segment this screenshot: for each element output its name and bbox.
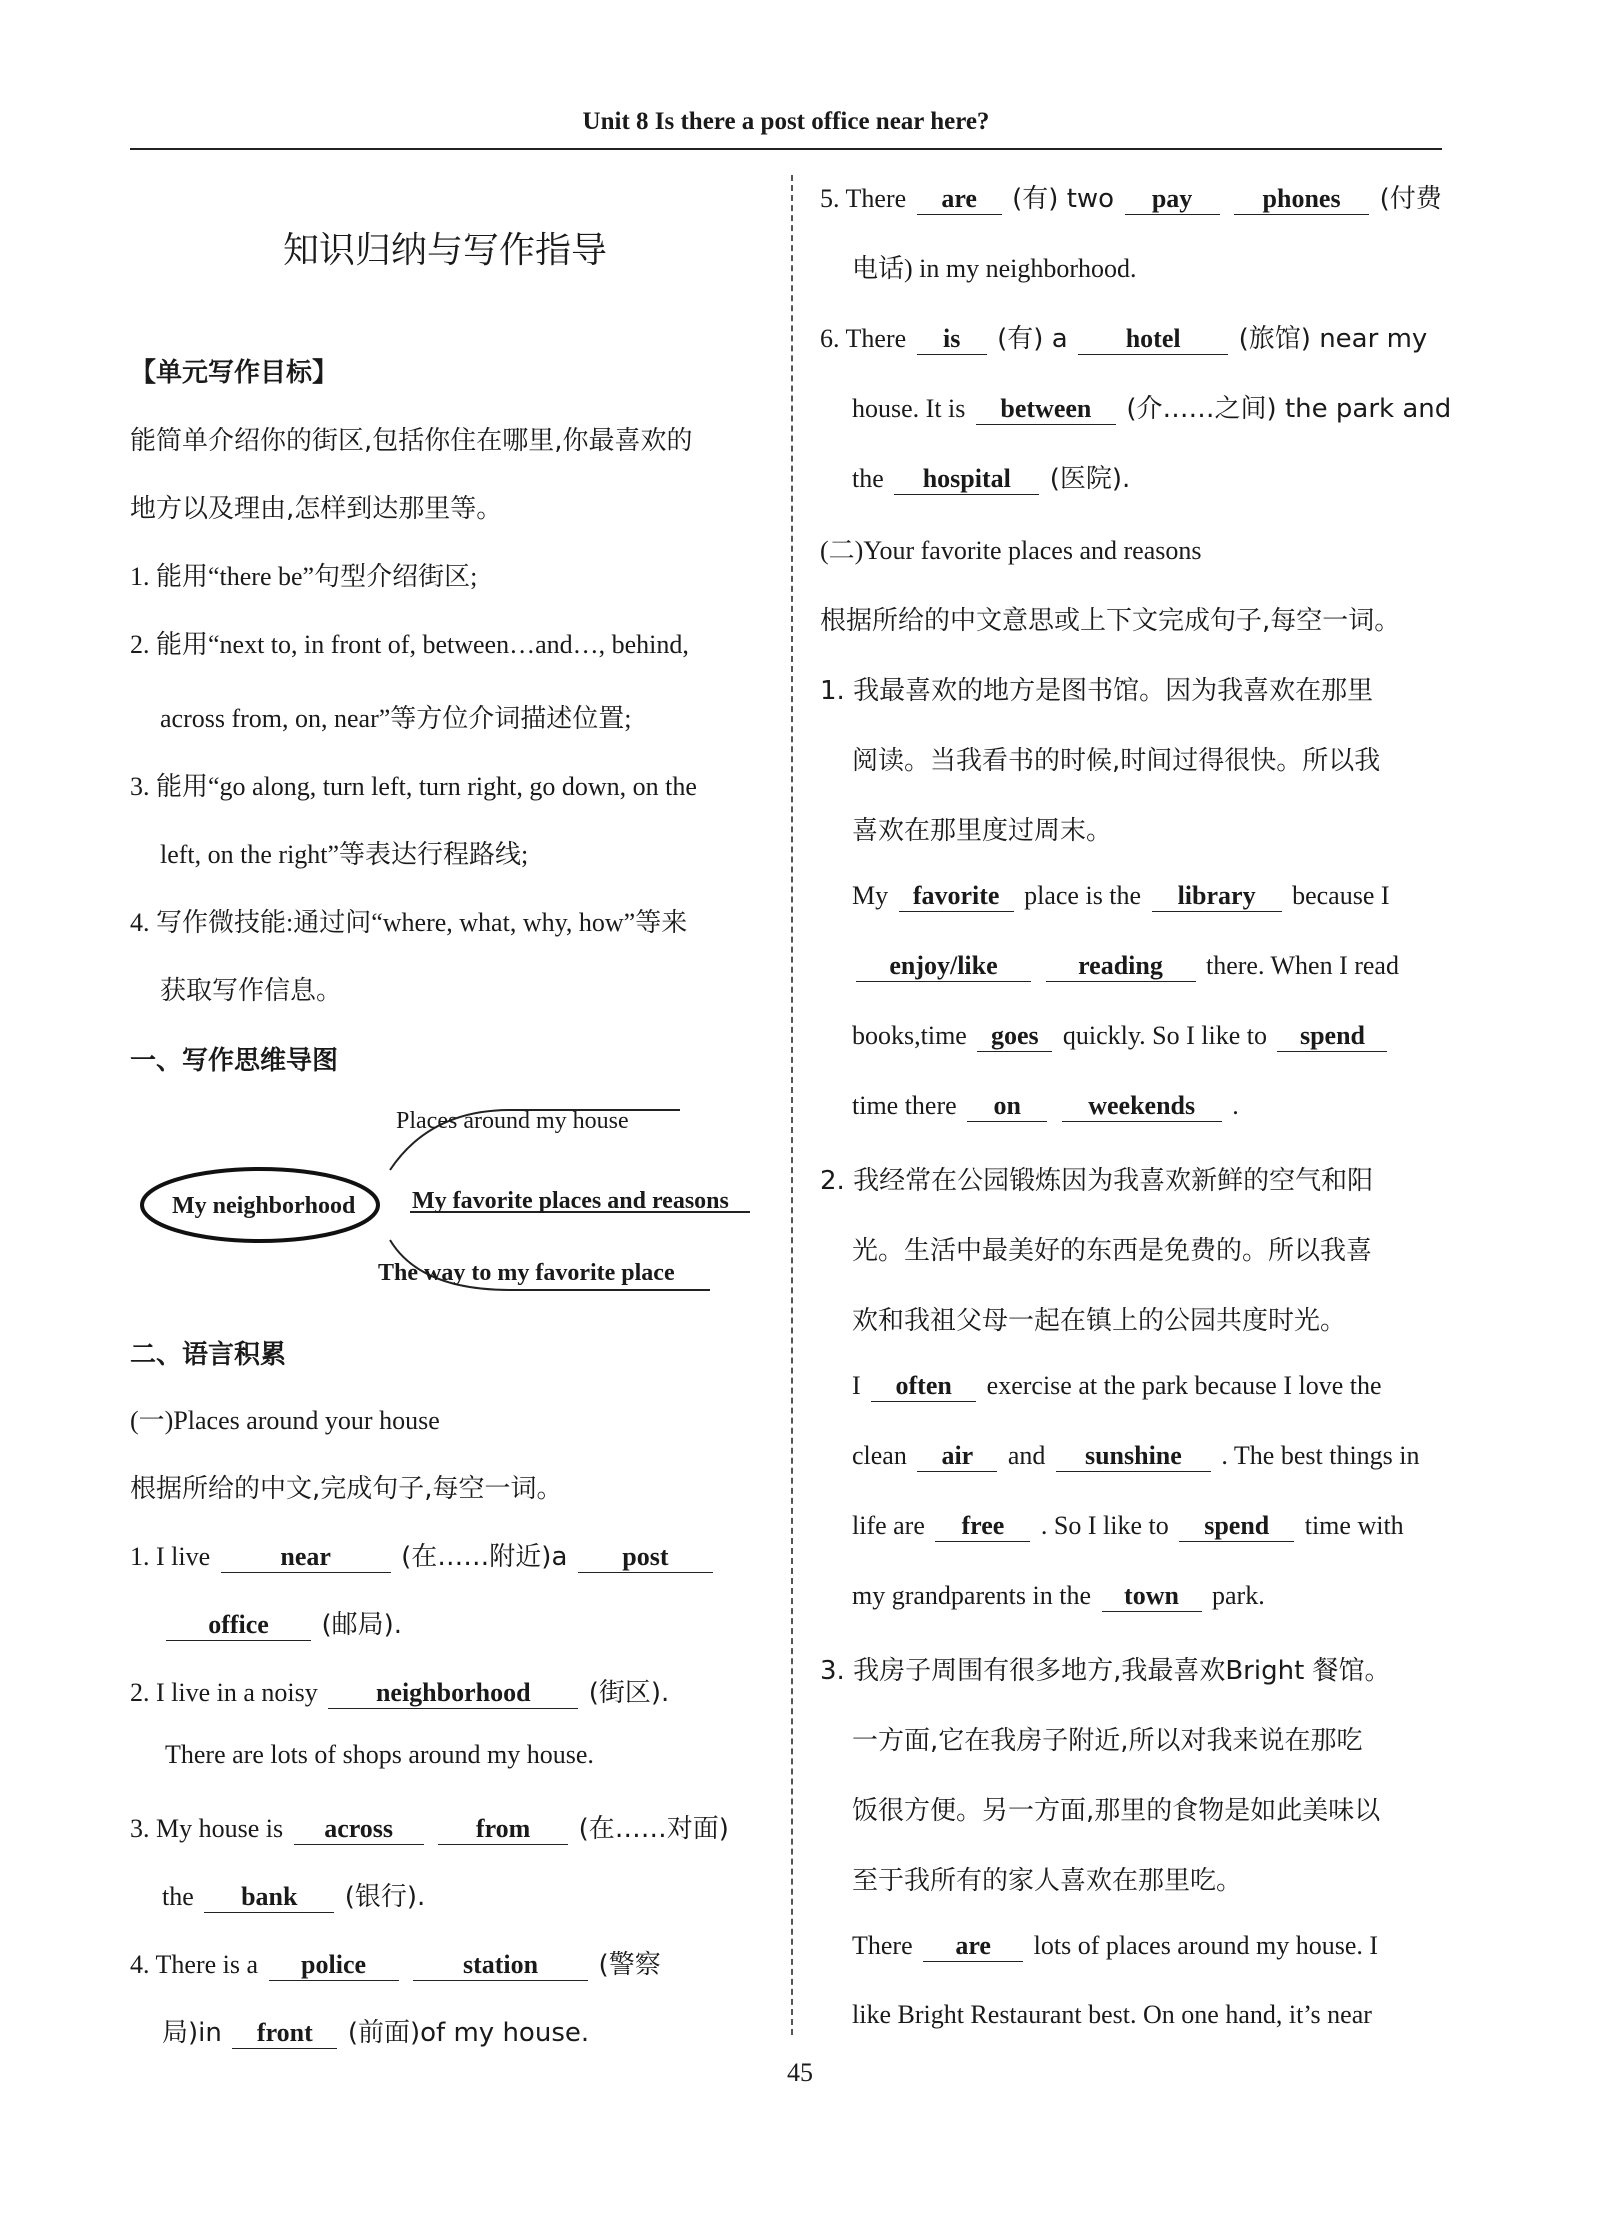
p2-answer-f: town bbox=[1102, 1580, 1202, 1612]
p2-line-3 bbox=[852, 1510, 1404, 1542]
q6-answer-a: is bbox=[917, 323, 987, 355]
q4-answer-c: front bbox=[232, 2017, 337, 2049]
q5-post: (付费 bbox=[1379, 184, 1442, 214]
question-2-line-1 bbox=[130, 1672, 669, 1709]
page-number: 45 bbox=[787, 2058, 813, 2087]
part1-heading: (一)Places around your house bbox=[130, 1406, 440, 1435]
q1-pre: 1. I live bbox=[130, 1542, 211, 1571]
mindmap-center: My neighborhood bbox=[172, 1193, 356, 1219]
p1-answer-f: spend bbox=[1277, 1020, 1387, 1052]
q2-post: (街区). bbox=[588, 1678, 670, 1708]
part2-heading: (二)Your favorite places and reasons bbox=[820, 536, 1202, 565]
p3-chinese-2: 一方面,它在我房子附近,所以对我来说在那吃 bbox=[852, 1726, 1363, 1756]
objective-3b: left, on the right”等表达行程路线; bbox=[160, 840, 529, 869]
p1-chinese-2: 阅读。当我看书的时候,时间过得很快。所以我 bbox=[852, 746, 1381, 776]
p2-line-2 bbox=[852, 1440, 1420, 1472]
p1-t2: because I bbox=[1292, 881, 1390, 910]
p1-chinese-3: 喜欢在那里度过周末。 bbox=[852, 816, 1113, 846]
q6-l2-post: (介……之间) the park and bbox=[1126, 394, 1452, 424]
q4-answer-b: station bbox=[413, 1949, 588, 1981]
q3-post: (在……对面) bbox=[578, 1814, 729, 1844]
q1-post: (邮局). bbox=[321, 1610, 403, 1640]
p1-answer-c: enjoy/like bbox=[856, 950, 1031, 982]
q3-pre: 3. My house is bbox=[130, 1814, 284, 1843]
p2-chinese-3: 欢和我祖父母一起在镇上的公园共度时光。 bbox=[852, 1306, 1347, 1336]
q6-l3-post: (医院). bbox=[1049, 464, 1131, 494]
q4-answer-a: police bbox=[269, 1949, 399, 1981]
question-3-line-2 bbox=[162, 1876, 425, 1913]
p2-t9: park. bbox=[1212, 1581, 1265, 1610]
p3-answer-a: are bbox=[923, 1930, 1023, 1962]
p2-chinese-2: 光。生活中最美好的东西是免费的。所以我喜 bbox=[852, 1236, 1373, 1266]
p3-line-2: like Bright Restaurant best. On one hand, it’s near bbox=[852, 2000, 1372, 2029]
mindmap-branch-3: The way to my favorite place bbox=[378, 1260, 675, 1286]
p2-chinese-1: 2. 我经常在公园锻炼因为我喜欢新鲜的空气和阳 bbox=[820, 1166, 1374, 1196]
p2-answer-c: sunshine bbox=[1056, 1440, 1211, 1472]
q4-pre: 4. There is a bbox=[130, 1950, 259, 1979]
language-heading: 二、语言积累 bbox=[130, 1340, 287, 1370]
q1-answer-c: office bbox=[166, 1609, 311, 1641]
p1-answer-e: goes bbox=[977, 1020, 1052, 1052]
q3-answer-a: across bbox=[294, 1813, 424, 1845]
objective-2b: across from, on, near”等方位介词描述位置; bbox=[160, 704, 632, 733]
p1-answer-h: weekends bbox=[1062, 1090, 1222, 1122]
q4-post2: (前面)of my house. bbox=[347, 2018, 590, 2048]
part1-instruction: 根据所给的中文,完成句子,每空一词。 bbox=[130, 1474, 563, 1504]
q6-answer-c: between bbox=[976, 393, 1116, 425]
p2-answer-a: often bbox=[871, 1370, 976, 1402]
p2-t5: life are bbox=[852, 1511, 925, 1540]
p2-i: I bbox=[852, 1371, 861, 1400]
p3-t2: lots of places around my house. I bbox=[1033, 1931, 1379, 1960]
q6-l2-pre: house. It is bbox=[852, 394, 966, 423]
p1-t1: place is the bbox=[1024, 881, 1142, 910]
p1-chinese-1: 1. 我最喜欢的地方是图书馆。因为我喜欢在那里 bbox=[820, 676, 1374, 706]
page-header: Unit 8 Is there a post office near here? bbox=[582, 108, 990, 135]
p3-chinese-3: 饭很方便。另一方面,那里的食物是如此美味以 bbox=[852, 1796, 1381, 1826]
question-5-line-1 bbox=[820, 178, 1442, 215]
q5-mid: (有) two bbox=[1012, 184, 1115, 214]
p1-answer-a: favorite bbox=[899, 880, 1014, 912]
p2-t6: . So I like to bbox=[1040, 1511, 1169, 1540]
question-3-line-1 bbox=[130, 1808, 729, 1845]
p2-answer-d: free bbox=[935, 1510, 1030, 1542]
column-divider bbox=[791, 175, 793, 2035]
question-1-line-1 bbox=[130, 1536, 717, 1573]
p2-t1: exercise at the park because I love the bbox=[986, 1371, 1382, 1400]
question-5-line-2: 电话) in my neighborhood. bbox=[852, 254, 1137, 283]
question-6-line-2 bbox=[852, 388, 1451, 425]
p2-line-1 bbox=[852, 1370, 1382, 1402]
p3-chinese-4: 至于我所有的家人喜欢在那里吃。 bbox=[852, 1866, 1243, 1896]
p1-t6: time there bbox=[852, 1091, 957, 1120]
p2-answer-b: air bbox=[917, 1440, 997, 1472]
q1-answer-b: post bbox=[578, 1541, 713, 1573]
p3-line-1 bbox=[852, 1930, 1378, 1962]
question-6-line-1 bbox=[820, 318, 1427, 355]
p1-answer-d: reading bbox=[1046, 950, 1196, 982]
mindmap-heading: 一、写作思维导图 bbox=[130, 1046, 339, 1076]
q2-pre: 2. I live in a noisy bbox=[130, 1678, 318, 1707]
goal-line-1: 能简单介绍你的街区,包括你住在哪里,你最喜欢的 bbox=[130, 426, 693, 456]
q5-answer-c: phones bbox=[1234, 183, 1369, 215]
p1-line-4 bbox=[852, 1090, 1239, 1122]
p2-t8: my grandparents in the bbox=[852, 1581, 1091, 1610]
section-title: 知识归纳与写作指导 bbox=[282, 230, 607, 271]
q6-answer-d: hospital bbox=[894, 463, 1039, 495]
p3-chinese-1: 3. 我房子周围有很多地方,我最喜欢Bright 餐馆。 bbox=[820, 1656, 1391, 1686]
p1-t4: books,time bbox=[852, 1021, 967, 1050]
question-4-line-1 bbox=[130, 1944, 661, 1981]
q3-the: the bbox=[162, 1882, 194, 1911]
p2-t4: . The best things in bbox=[1221, 1441, 1420, 1470]
q5-pre: 5. There bbox=[820, 184, 907, 213]
q4-post: (警察 bbox=[598, 1950, 661, 1980]
objective-1: 1. 能用“there be”句型介绍街区; bbox=[130, 562, 478, 591]
q1-mid: (在……附近)a bbox=[401, 1542, 568, 1572]
objective-2a: 2. 能用“next to, in front of, between…and…, behind, bbox=[130, 630, 689, 659]
p2-answer-e: spend bbox=[1179, 1510, 1294, 1542]
part2-instruction: 根据所给的中文意思或上下文完成句子,每空一词。 bbox=[820, 606, 1401, 636]
question-6-line-3 bbox=[852, 458, 1130, 495]
q5-answer-b: pay bbox=[1125, 183, 1220, 215]
q3-answer-b: from bbox=[438, 1813, 568, 1845]
p1-line-3 bbox=[852, 1020, 1391, 1052]
p1-my: My bbox=[852, 881, 889, 910]
q1-answer-a: near bbox=[221, 1541, 391, 1573]
p3-t1: There bbox=[852, 1931, 913, 1960]
question-1-line-2 bbox=[162, 1604, 402, 1641]
goal-line-2: 地方以及理由,怎样到达那里等。 bbox=[130, 494, 503, 524]
p2-line-4 bbox=[852, 1580, 1265, 1612]
goal-heading: 【单元写作目标】 bbox=[130, 358, 339, 388]
mindmap-branch-1: Places around my house bbox=[396, 1108, 629, 1134]
q6-post: (旅馆) near my bbox=[1238, 324, 1428, 354]
question-2-line-2: There are lots of shops around my house. bbox=[165, 1740, 594, 1769]
q3-post2: (银行). bbox=[344, 1882, 426, 1912]
p1-t5: quickly. So I like to bbox=[1062, 1021, 1267, 1050]
q6-pre: 6. There bbox=[820, 324, 907, 353]
objective-3a: 3. 能用“go along, turn left, turn right, go down, on the bbox=[130, 772, 697, 801]
header-rule bbox=[130, 148, 1442, 150]
p1-answer-g: on bbox=[967, 1090, 1047, 1122]
q4-pre2: 局)in bbox=[162, 2018, 222, 2048]
p2-t3: and bbox=[1007, 1441, 1046, 1470]
q6-l3-pre: the bbox=[852, 464, 884, 493]
q2-answer-a: neighborhood bbox=[328, 1677, 578, 1709]
objective-4b: 获取写作信息。 bbox=[160, 976, 343, 1006]
mindmap-branch-2: My favorite places and reasons bbox=[412, 1188, 729, 1214]
objective-4a: 4. 写作微技能:通过问“where, what, why, how”等来 bbox=[130, 908, 688, 937]
p1-line-2 bbox=[852, 950, 1399, 982]
q6-answer-b: hotel bbox=[1078, 323, 1228, 355]
p1-line-1 bbox=[852, 880, 1390, 912]
p2-t2: clean bbox=[852, 1441, 907, 1470]
p1-t3: there. When I read bbox=[1206, 951, 1399, 980]
p1-answer-b: library bbox=[1152, 880, 1282, 912]
question-4-line-2 bbox=[162, 2012, 589, 2049]
p1-end: . bbox=[1232, 1091, 1239, 1120]
q3-answer-c: bank bbox=[204, 1881, 334, 1913]
p2-t7: time with bbox=[1304, 1511, 1404, 1540]
q6-mid: (有) a bbox=[997, 324, 1068, 354]
q5-answer-a: are bbox=[917, 183, 1002, 215]
